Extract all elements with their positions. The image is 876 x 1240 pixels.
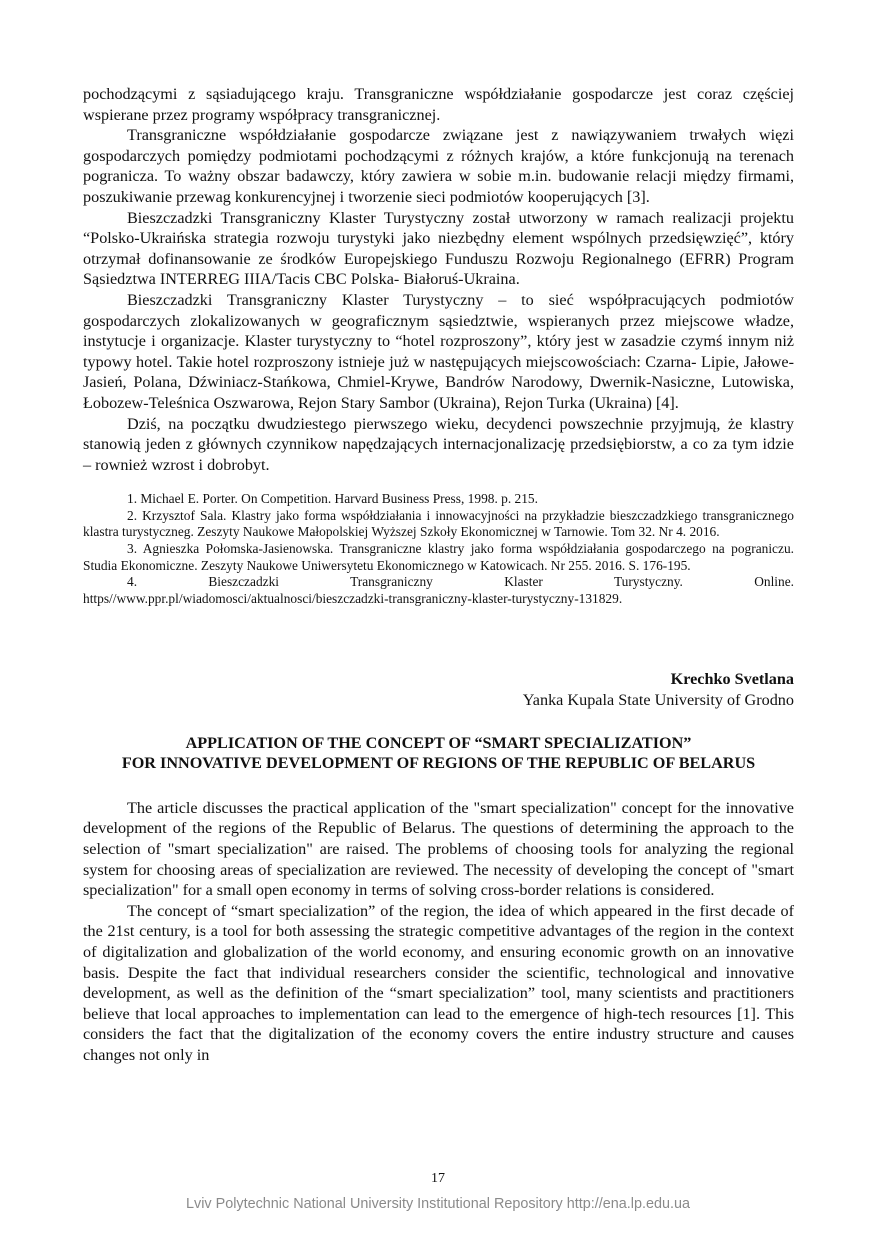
abstract-paragraph: The article discusses the practical application of the "smart specialization" concept for the innovative development of the regions of the Republic of Belarus. The questions of determining the approach to the selection of "smart specialization" are raised. The problems of choosing tools for analyzing the regional system for choosing areas of specialization are reviewed. The necessity of developing the concept of "smart specialization" for a small open economy in terms of solving cross-border relations is considered. (83, 798, 794, 900)
reference-item: 1. Michael E. Porter. On Competition. Harvard Business Press, 1998. p. 215. (127, 491, 538, 507)
body-paragraph: Transgraniczne współdziałanie gospodarcze związane jest z nawiązywaniem trwałych więzi gospodarczych pomiędzy podmiotami pochodzącymi z różnych krajów, a które funkcjonują na terenach pogranicza. To ważny obszar badawczy, który zawiera w sobie m.in. budowanie relacji między firmami, poszukiwanie przewag konkurencyjnej i tworzenie sieci podmiotów kooperujących [3]. (83, 126, 794, 206)
reference-url[interactable]: https//www.ppr.pl/wiadomosci/aktualnosci/bieszczadzki-transgraniczny-klaster-turystyczny-131829. (83, 590, 623, 606)
article-body (83, 798, 794, 1066)
reference-list (83, 491, 794, 607)
repository-watermark: Lviv Polytechnic National University Institutional Repository http://ena.lp.edu.ua (186, 1196, 690, 1212)
reference-item (83, 574, 794, 607)
author-affiliation: Yanka Kupala State University of Grodno (522, 691, 794, 710)
page-number: 17 (431, 1171, 445, 1186)
article-title-line: APPLICATION OF THE CONCEPT OF “SMART SPECIALIZATION” (185, 733, 692, 752)
body-paragraph: Bieszczadzki Transgraniczny Klaster Turystyczny został utworzony w ramach realizacji projektu “Polsko-Ukraińska strategia rozwoju turystyki jako niezbędny element wspólnych przedsięwzięć”, który otrzymał dofinansowanie ze środków Europejskiego Funduszu Rozwoju Regionalnego (EFRR) Program Sąsiedztwa INTERREG IIIA/Tacis CBC Polska- Białoruś-Ukraina. (83, 208, 794, 289)
polish-body-section (83, 84, 794, 475)
article-title (83, 733, 794, 774)
author-name: Krechko Svetlana (670, 670, 794, 689)
article-title-line: FOR INNOVATIVE DEVELOPMENT OF REGIONS OF THE REPUBLIC OF BELARUS (121, 754, 756, 773)
body-paragraph: Dziś, na początku dwudziestego pierwszego wieku, decydenci powszechnie przyjmują, że klastry stanowią jeden z głównych czynnikow napędzających internacjonalizację przedsiębiorstw, a co za tym idzie – rownież wzrost i dobrobyt. (83, 414, 794, 474)
body-paragraph: pochodzącymi z sąsiadującego kraju. Transgraniczne współdziałanie gospodarcze jest coraz częściej wspierane przez programy współpracy transgranicznej. (83, 85, 794, 124)
reference-title-line: 4. Bieszczadzki Transgraniczny Klaster Turystyczny. Online. (127, 574, 794, 590)
body-paragraph: Bieszczadzki Transgraniczny Klaster Turystyczny – to sieć współpracujących podmiotów gospodarczych zlokalizowanych w geograficznym sąsiedztwie, wspieranych przez miejscowe władze, instytucje i organizacje. Klaster turystyczny to “hotel rozproszony”, który jest w zasadzie czymś innym niż typowy hotel. Takie hotel rozproszony istnieje już w następujących miejscowościach: Czarna- Lipie, Jałowe-Jasień, Polana, Dźwiniacz-Stańkowa, Chmiel-Krywe, Bandrów Narodowy, Dwernik-Nasiczne, Lutowiska, Łobozew-Teleśnica Oszwarowa, Rejon Stary Sambor (Ukraina), Rejon Turka (Ukraina) [4]. (83, 290, 794, 412)
reference-item: 3. Agnieszka Połomska-Jasienowska. Transgraniczne klastry jako forma współdziałania gospodarczego na pograniczu. Studia Ekonomiczne. Zeszyty Naukowe Uniwersytetu Ekonomicznego w Katowicach. Nr 255. 2016. S. 176-195. (83, 541, 794, 573)
author-block (83, 669, 794, 710)
reference-item: 2. Krzysztof Sala. Klastry jako forma współdziałania i innowacyjności na przykładzie bieszczadzkiego transgranicznego klastra turystyczneg. Zeszyty Naukowe Małopolskiej Wyższej Szkoły Ekonomicznej w Tarnowie. Tom 32. Nr 4. 2016. (83, 507, 794, 540)
body-paragraph: The concept of “smart specialization” of the region, the idea of which appeared in the first decade of the 21st century, is a tool for both assessing the strategic competitive advantages of the region in the context of digitalization and globalization of the world economy, and ensuring economic growth on an innovative basis. Despite the fact that individual researchers consider the scientific, technological and innovative development, as well as the definition of the “smart specialization” tool, many scientists and practitioners believe that local approaches to implementation can lead to the emergence of high-tech resources [1]. This considers the fact that the digitalization of the economy covers the entire industry structure and causes changes not only in (83, 901, 794, 1064)
document-page (83, 84, 794, 1066)
